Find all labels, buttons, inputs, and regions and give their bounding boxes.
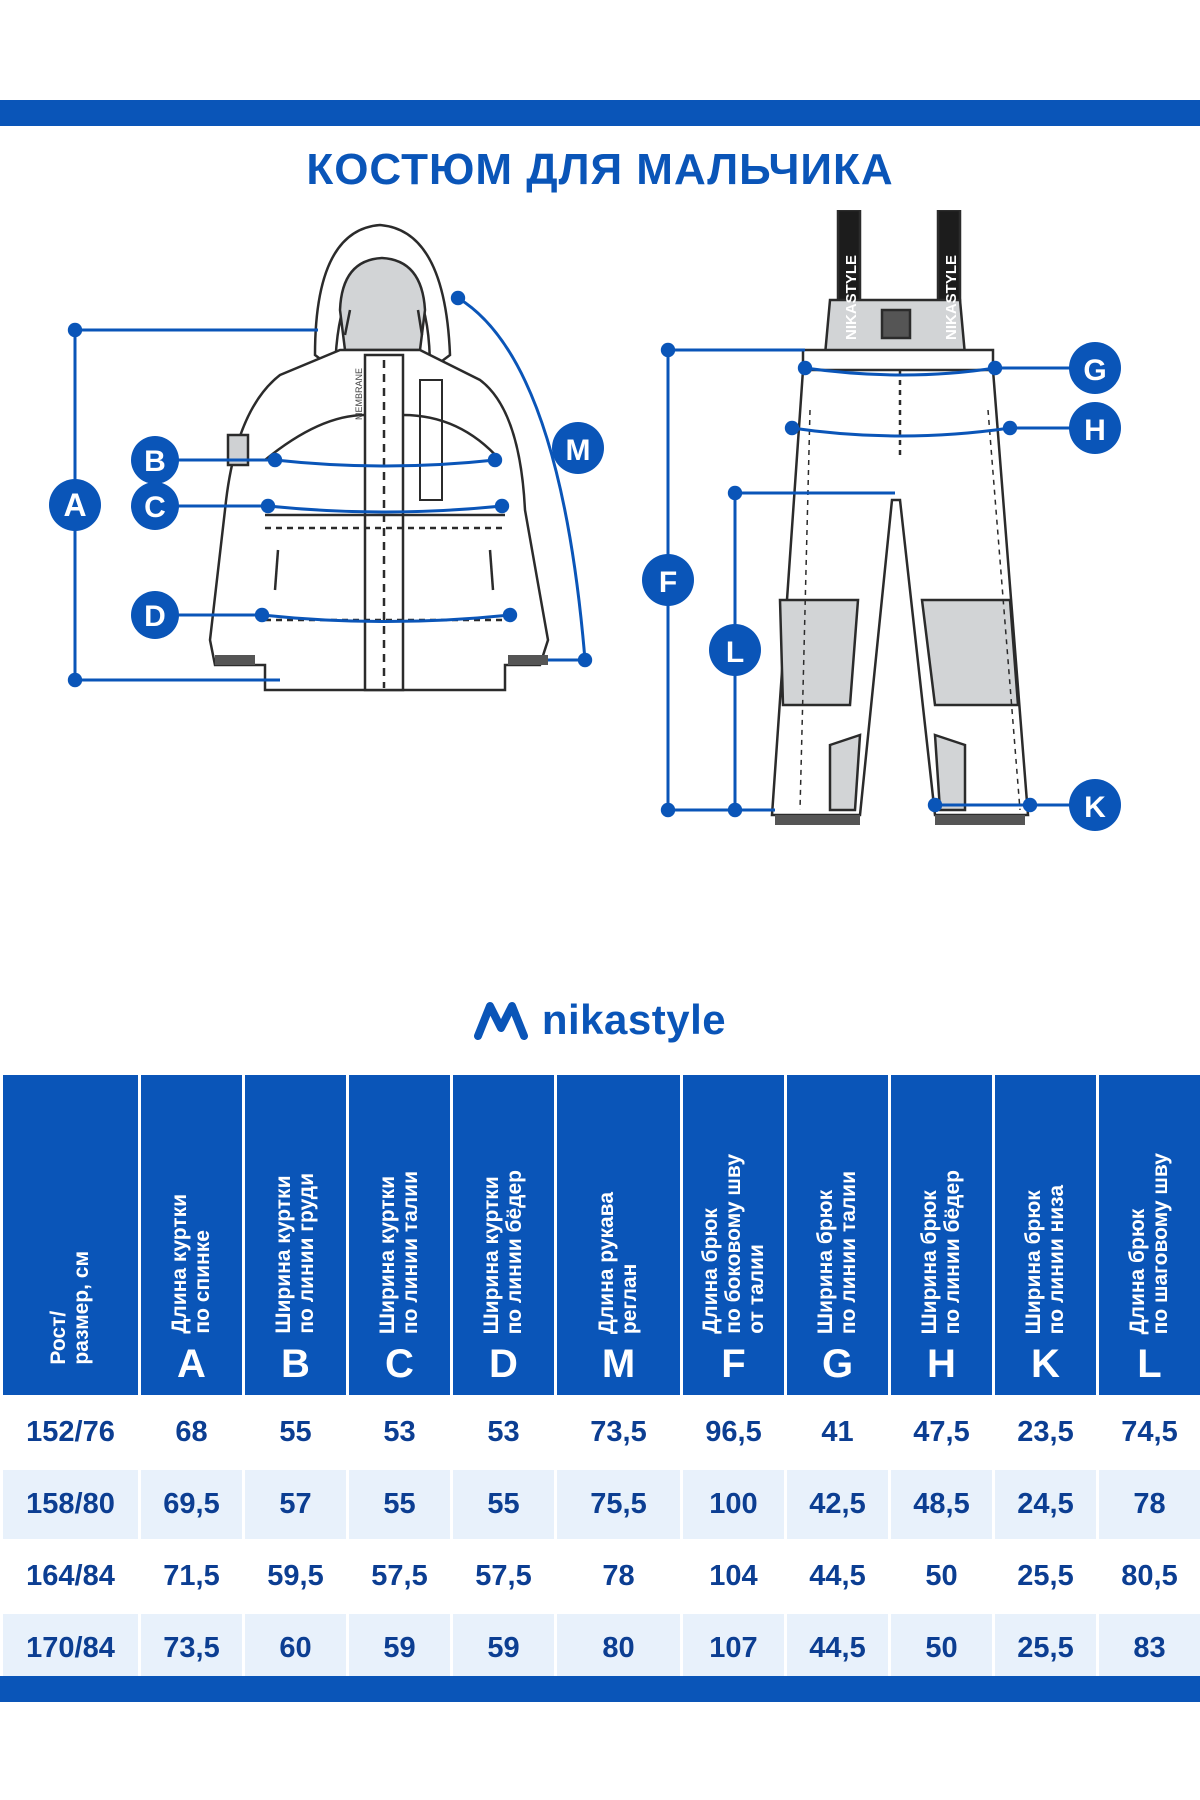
measure-cell: 41 bbox=[786, 1397, 890, 1469]
measure-cell: 48,5 bbox=[890, 1469, 994, 1541]
measure-cell: 80 bbox=[556, 1613, 682, 1685]
header-label: Ширина брюк по линии талии bbox=[814, 1170, 861, 1334]
brand-name: nikastyle bbox=[541, 996, 727, 1043]
header-label: Ширина куртки по линии груди bbox=[272, 1173, 319, 1334]
header-label: Длина брюк по боковому шву от талии bbox=[698, 1154, 769, 1334]
table-body bbox=[2, 1397, 1200, 1685]
measure-cell: 44,5 bbox=[786, 1613, 890, 1685]
measure-cell: 23,5 bbox=[994, 1397, 1098, 1469]
measure-cell: 57,5 bbox=[348, 1541, 452, 1613]
measure-cell: 78 bbox=[1098, 1469, 1200, 1541]
measure-cell: 57,5 bbox=[452, 1541, 556, 1613]
table-header-cell bbox=[786, 1074, 890, 1397]
header-label: Длина брюк по шаговому шву bbox=[1126, 1152, 1173, 1334]
badge-d bbox=[131, 591, 179, 639]
badge-k bbox=[1069, 779, 1121, 831]
measure-cell: 42,5 bbox=[786, 1469, 890, 1541]
measure-cell: 59 bbox=[452, 1613, 556, 1685]
badge-b bbox=[131, 436, 179, 484]
table-header-cell bbox=[140, 1074, 244, 1397]
badge-f bbox=[642, 554, 694, 606]
measure-cell: 44,5 bbox=[786, 1541, 890, 1613]
svg-text:C: C bbox=[144, 491, 166, 524]
measure-cell: 100 bbox=[682, 1469, 786, 1541]
measure-cell: 69,5 bbox=[140, 1469, 244, 1541]
measure-cell: 71,5 bbox=[140, 1541, 244, 1613]
measure-cell: 104 bbox=[682, 1541, 786, 1613]
measure-cell: 24,5 bbox=[994, 1469, 1098, 1541]
header-letter: L bbox=[1137, 1342, 1162, 1386]
measure-cell: 78 bbox=[556, 1541, 682, 1613]
measure-cell: 68 bbox=[140, 1397, 244, 1469]
top-band bbox=[0, 100, 1200, 126]
table-header-row bbox=[2, 1074, 1200, 1397]
jacket-print-text: MEMBRANE bbox=[354, 367, 364, 420]
svg-text:D: D bbox=[144, 600, 166, 633]
table-row bbox=[2, 1613, 1200, 1685]
svg-text:NIKASTYLE: NIKASTYLE bbox=[843, 254, 860, 340]
svg-text:H: H bbox=[1084, 414, 1106, 447]
table-row bbox=[2, 1469, 1200, 1541]
measure-cell: 53 bbox=[452, 1397, 556, 1469]
header-letter: G bbox=[821, 1342, 854, 1386]
measure-cell: 107 bbox=[682, 1613, 786, 1685]
svg-text:NIKASTYLE: NIKASTYLE bbox=[943, 254, 960, 340]
svg-text:K: K bbox=[1084, 791, 1106, 824]
measure-cell: 73,5 bbox=[140, 1613, 244, 1685]
measure-cell: 25,5 bbox=[994, 1541, 1098, 1613]
header-letter: D bbox=[489, 1342, 518, 1386]
svg-text:B: B bbox=[144, 445, 166, 478]
svg-text:G: G bbox=[1083, 354, 1107, 387]
brand-logo bbox=[0, 990, 1200, 1050]
measure-cell: 74,5 bbox=[1098, 1397, 1200, 1469]
measure-cell: 25,5 bbox=[994, 1613, 1098, 1685]
badge-l bbox=[709, 624, 761, 676]
header-label: Ширина куртки по линии талии bbox=[376, 1170, 423, 1334]
table-header-cell bbox=[890, 1074, 994, 1397]
table-row bbox=[2, 1397, 1200, 1469]
header-label: Рост/ размер, см bbox=[47, 1251, 94, 1365]
header-letter: A bbox=[177, 1342, 206, 1386]
measure-cell: 80,5 bbox=[1098, 1541, 1200, 1613]
size-cell: 158/80 bbox=[2, 1469, 140, 1541]
table-row bbox=[2, 1541, 1200, 1613]
header-label: Ширина брюк по линии бёдер bbox=[918, 1169, 965, 1334]
svg-text:A: A bbox=[63, 487, 87, 523]
header-letter: B bbox=[281, 1342, 310, 1386]
svg-text:L: L bbox=[725, 636, 745, 669]
badge-h bbox=[1069, 402, 1121, 454]
brand-mark-icon bbox=[474, 998, 528, 1042]
header-letter: K bbox=[1031, 1342, 1060, 1386]
table-header-cell bbox=[1098, 1074, 1200, 1397]
header-letter: H bbox=[927, 1342, 956, 1386]
measure-cell: 53 bbox=[348, 1397, 452, 1469]
measure-cell: 75,5 bbox=[556, 1469, 682, 1541]
measure-cell: 57 bbox=[244, 1469, 348, 1541]
measure-cell: 47,5 bbox=[890, 1397, 994, 1469]
measure-cell: 83 bbox=[1098, 1613, 1200, 1685]
header-label: Длина рукава реглан bbox=[595, 1191, 642, 1334]
badge-c bbox=[131, 482, 179, 530]
measure-cell: 55 bbox=[244, 1397, 348, 1469]
measure-cell: 55 bbox=[348, 1469, 452, 1541]
header-label: Длина куртки по спинке bbox=[168, 1194, 215, 1334]
header-label: Ширина брюк по линии низа bbox=[1022, 1184, 1069, 1334]
svg-text:F: F bbox=[658, 566, 678, 599]
size-cell: 164/84 bbox=[2, 1541, 140, 1613]
table-header-cell bbox=[348, 1074, 452, 1397]
svg-text:M: M bbox=[565, 434, 591, 467]
measure-cell: 50 bbox=[890, 1613, 994, 1685]
measure-cell: 59 bbox=[348, 1613, 452, 1685]
badge-a bbox=[49, 479, 101, 531]
size-cell: 170/84 bbox=[2, 1613, 140, 1685]
size-cell: 152/76 bbox=[2, 1397, 140, 1469]
garment-diagram bbox=[0, 210, 1200, 970]
header-letter: M bbox=[601, 1342, 636, 1386]
table-header-cell bbox=[452, 1074, 556, 1397]
bottom-band bbox=[0, 1676, 1200, 1702]
header-label: Ширина куртки по линии бёдер bbox=[480, 1169, 527, 1334]
size-table bbox=[0, 1072, 1200, 1686]
table-header-cell bbox=[2, 1074, 140, 1397]
header-letter: F bbox=[721, 1342, 746, 1386]
table-header-cell bbox=[994, 1074, 1098, 1397]
header-letter: C bbox=[385, 1342, 414, 1386]
measure-cell: 73,5 bbox=[556, 1397, 682, 1469]
badge-g bbox=[1069, 342, 1121, 394]
table-header-cell bbox=[556, 1074, 682, 1397]
pants-illustration bbox=[772, 210, 1028, 825]
measure-cell: 59,5 bbox=[244, 1541, 348, 1613]
page-title: КОСТЮМ ДЛЯ МАЛЬЧИКА bbox=[306, 145, 894, 194]
table-header-cell bbox=[682, 1074, 786, 1397]
measure-cell: 55 bbox=[452, 1469, 556, 1541]
table-header-cell bbox=[244, 1074, 348, 1397]
measure-cell: 60 bbox=[244, 1613, 348, 1685]
measure-cell: 50 bbox=[890, 1541, 994, 1613]
measure-cell: 96,5 bbox=[682, 1397, 786, 1469]
badge-m bbox=[552, 422, 604, 474]
